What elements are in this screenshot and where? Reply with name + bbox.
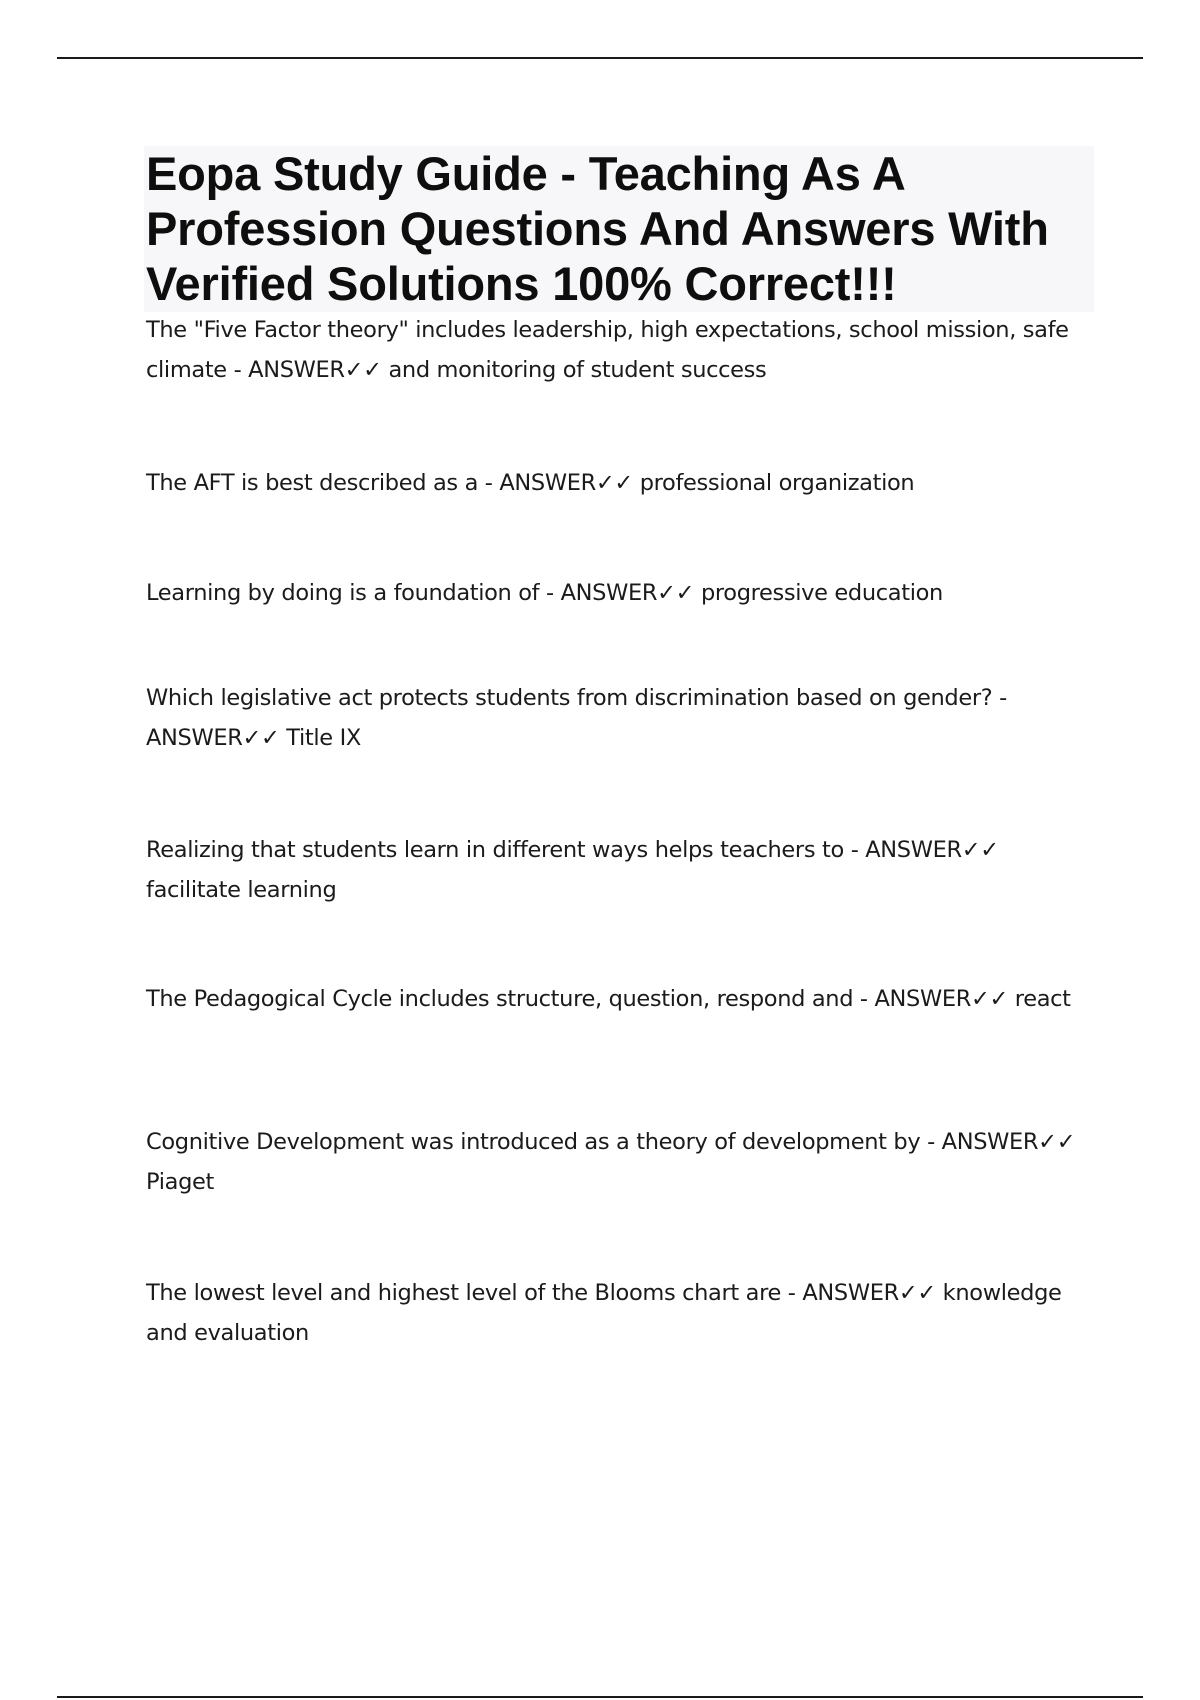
qa-item-facilitate-learning: Realizing that students learn in different ways helps teachers to - ANSWER✓✓ facilitate learning xyxy=(146,837,999,903)
document-title: Eopa Study Guide - Teaching As A Profession Questions And Answers With Verified Solutions 100% Correct!!! xyxy=(146,147,1049,310)
qa-item-title-ix: Which legislative act protects students from discrimination based on gender? - ANSWER✓✓ Title IX xyxy=(146,685,1007,751)
qa-item-five-factor: The "Five Factor theory" includes leadership, high expectations, school mission, safe climate - ANSWER✓✓ and monitoring of student success xyxy=(146,317,1069,383)
qa-item-cognitive-development: Cognitive Development was introduced as a theory of development by - ANSWER✓✓ Piaget xyxy=(146,1129,1076,1195)
qa-item-learning-by-doing: Learning by doing is a foundation of - ANSWER✓✓ progressive education xyxy=(146,580,943,606)
bottom-divider xyxy=(57,1696,1143,1698)
qa-item-pedagogical-cycle: The Pedagogical Cycle includes structure, question, respond and - ANSWER✓✓ react xyxy=(146,986,1071,1012)
qa-item-blooms-chart: The lowest level and highest level of the Blooms chart are - ANSWER✓✓ knowledge and evaluation xyxy=(146,1280,1062,1346)
top-divider xyxy=(57,57,1143,59)
qa-item-aft: The AFT is best described as a - ANSWER✓✓ professional organization xyxy=(146,470,915,496)
